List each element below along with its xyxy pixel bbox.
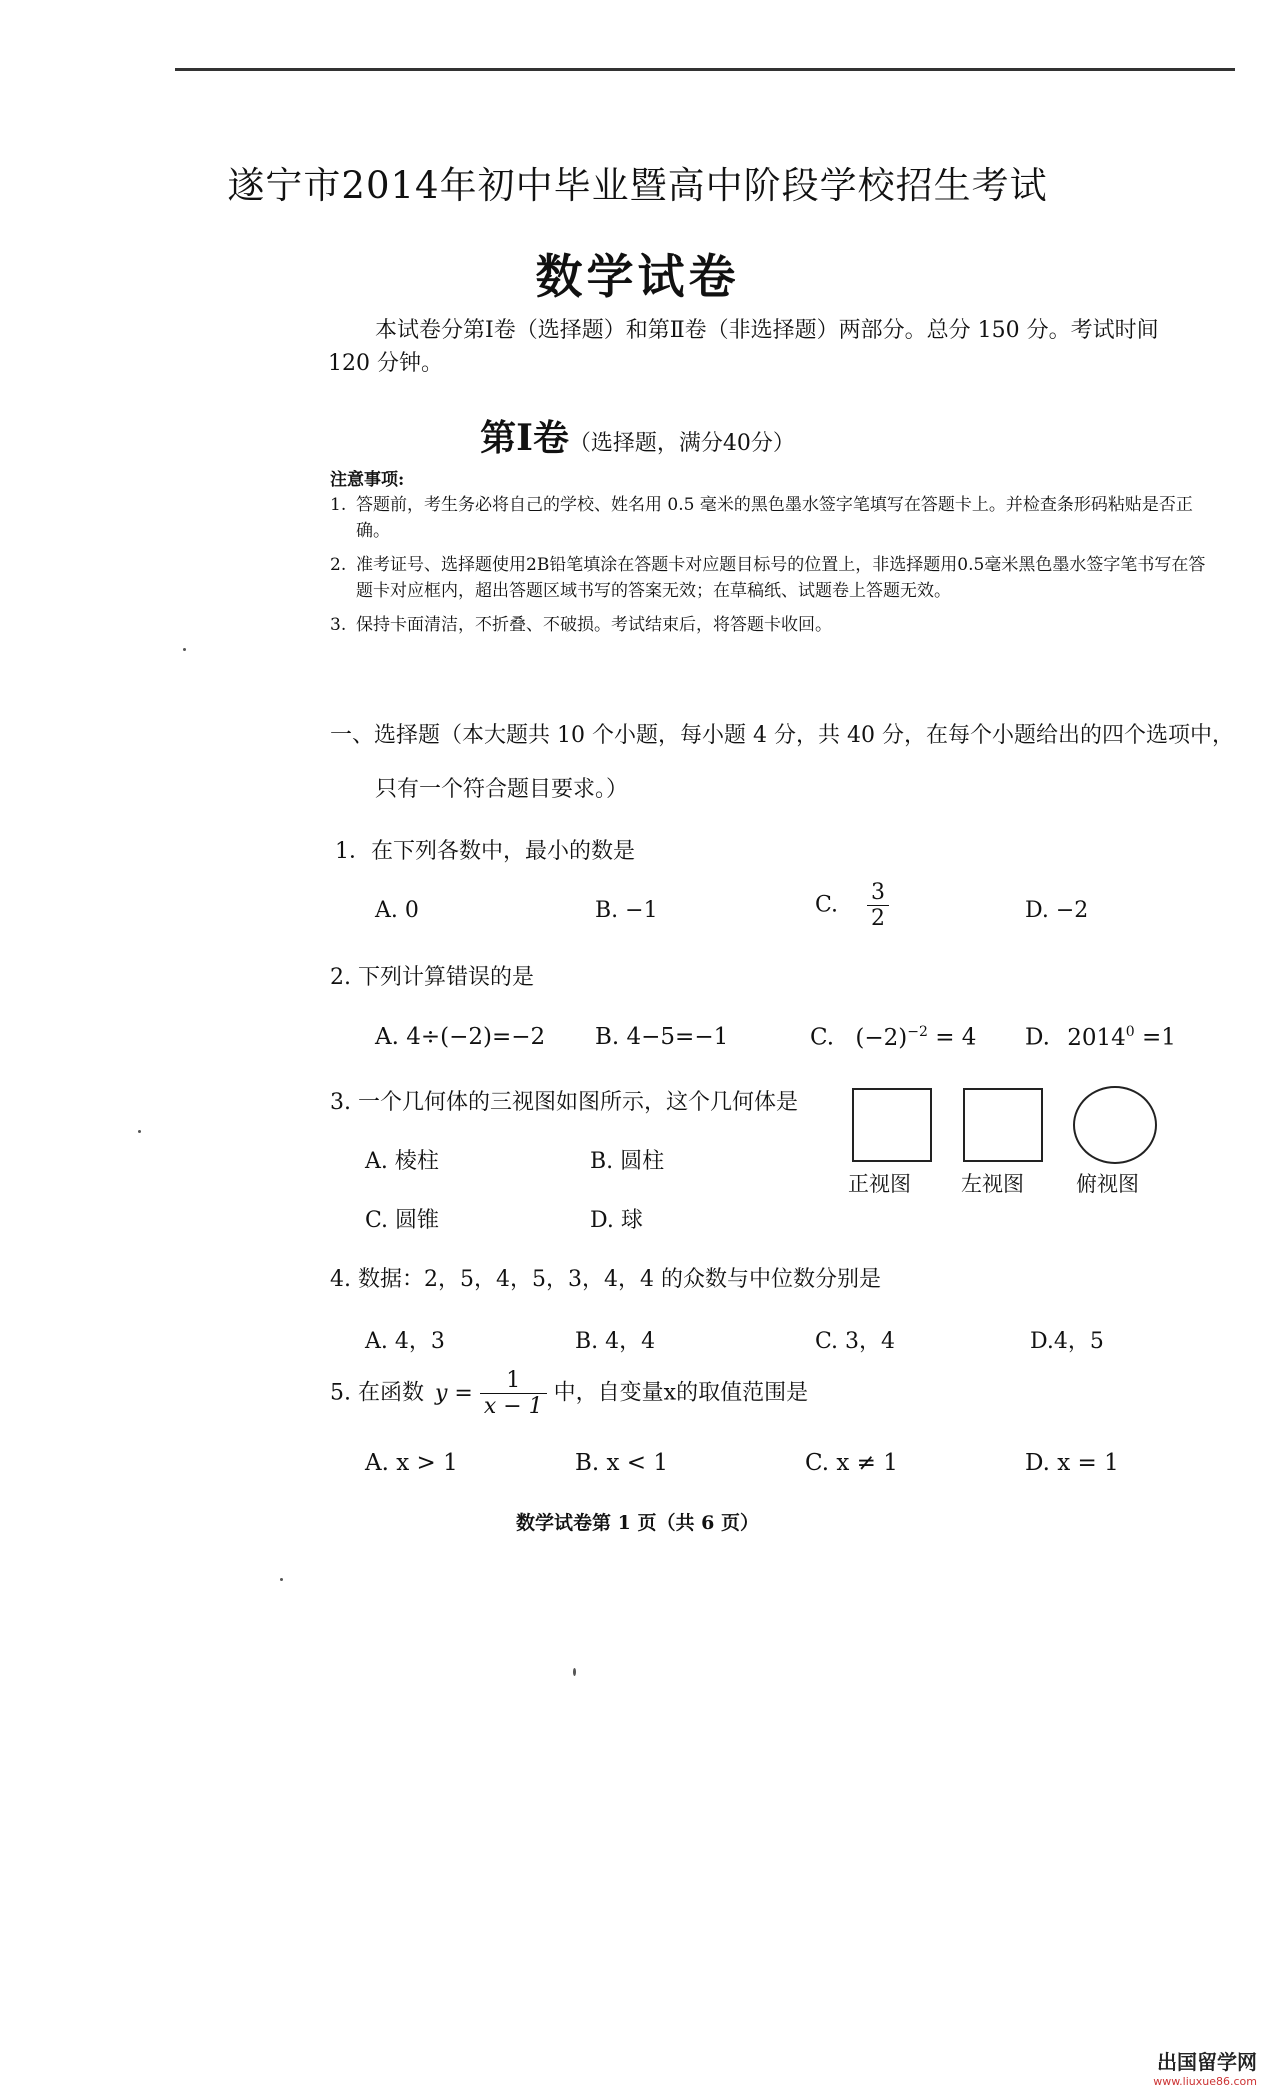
- part1-title-main: 第Ⅰ卷: [480, 417, 569, 459]
- note-number: 3.: [330, 615, 347, 635]
- front-view-label: 正视图: [848, 1172, 911, 1196]
- watermark-site-name: 出国留学网: [1157, 2050, 1257, 2074]
- q5-stem-var: y =: [434, 1380, 473, 1406]
- q5-function-fraction: [480, 1368, 547, 1419]
- q2-option-d-rest: =1: [1142, 1024, 1176, 1051]
- q1-option-c-fraction: [867, 880, 889, 931]
- exam-subtitle: 数学试卷: [535, 250, 740, 305]
- note-item: [330, 552, 1210, 604]
- q5-option-a: A. x > 1: [365, 1450, 458, 1476]
- exam-intro-line2: 120 分钟。: [328, 351, 443, 376]
- q1-option-d: D. −2: [1025, 898, 1089, 923]
- watermark-url: www.liuxue86.com: [1153, 2075, 1257, 2088]
- note-text: 保持卡面清洁，不折叠、不破损。考试结束后，将答题卡收回。: [356, 615, 832, 635]
- fraction-denominator: 2: [871, 906, 886, 931]
- note-item: [330, 612, 1210, 638]
- q5-option-c: C. x ≠ 1: [805, 1450, 898, 1476]
- q2-option-d-base: 2014: [1067, 1024, 1126, 1051]
- q1-stem: 1．在下列各数中，最小的数是: [335, 839, 635, 864]
- q5-stem-pre: 5. 在函数: [330, 1380, 424, 1406]
- q2-option-c-label: C.: [810, 1024, 835, 1051]
- q2-option-a: A. 4÷(−2)=−2: [375, 1024, 546, 1050]
- q1-option-c: [815, 880, 889, 931]
- top-view-circle: [1073, 1086, 1157, 1164]
- q5-stem: [330, 1368, 808, 1419]
- part1-title-sub: （选择题，满分40分）: [568, 431, 795, 456]
- exam-intro-line1: 本试卷分第Ⅰ卷（选择题）和第Ⅱ卷（非选择题）两部分。总分 150 分。考试时间: [375, 318, 1159, 343]
- note-number: 1.: [330, 495, 347, 515]
- left-view-label: 左视图: [961, 1172, 1024, 1196]
- q2-option-c-exponent: −2: [907, 1024, 928, 1040]
- scan-speck: [183, 648, 186, 651]
- q2-option-d: [1025, 1024, 1176, 1051]
- fraction-numerator: 1: [480, 1368, 547, 1394]
- q4-stem: 4. 数据：2，5，4，5，3，4，4 的众数与中位数分别是: [330, 1267, 881, 1292]
- q1-option-c-label: C.: [815, 892, 839, 918]
- q2-option-d-label: D.: [1025, 1024, 1050, 1051]
- q3-stem: 3. 一个几何体的三视图如图所示，这个几何体是: [330, 1090, 798, 1115]
- top-view-label: 俯视图: [1076, 1172, 1139, 1196]
- top-rule: [175, 68, 1235, 71]
- page-footer: 数学试卷第 1 页（共 6 页）: [516, 1512, 759, 1534]
- q1-option-a: A. 0: [375, 898, 419, 923]
- section1-heading-line1: 一、选择题（本大题共 10 个小题，每小题 4 分，共 40 分，在每个小题给出的四个选项中，: [330, 723, 1234, 748]
- q2-option-c-rest: = 4: [935, 1024, 977, 1051]
- q2-option-b: B. 4−5=−1: [595, 1024, 729, 1050]
- q1-option-b: B. −1: [595, 898, 658, 923]
- note-number: 2.: [330, 555, 347, 575]
- scan-speck: [280, 1578, 283, 1581]
- note-text: 答题前，考生务必将自己的学校、姓名用 0.5 毫米的黑色墨水签字笔填写在答题卡上。并检查条形码粘贴是否正确。: [356, 495, 1193, 541]
- q3-option-c: C. 圆锥: [365, 1208, 440, 1233]
- q2-option-c-base: (−2): [855, 1024, 908, 1051]
- q4-option-c: C. 3，4: [815, 1329, 896, 1354]
- q5-stem-post: 中，自变量x的取值范围是: [553, 1380, 809, 1406]
- left-view-square: [963, 1088, 1043, 1162]
- q5-option-b: B. x < 1: [575, 1450, 669, 1476]
- fraction-numerator: 3: [867, 880, 889, 906]
- q2-option-c: [810, 1024, 976, 1051]
- site-watermark: [1153, 2046, 1257, 2088]
- fraction-denominator: x − 1: [483, 1394, 543, 1419]
- q3-option-d: D. 球: [590, 1208, 643, 1233]
- scan-speck: [138, 1130, 141, 1133]
- notes-heading: 注意事项:: [330, 470, 405, 490]
- note-item: [330, 492, 1210, 544]
- q4-option-b: B. 4，4: [575, 1329, 656, 1354]
- q3-option-a: A. 棱柱: [365, 1149, 439, 1174]
- exam-title: 遂宁市2014年初中毕业暨高中阶段学校招生考试: [227, 164, 1048, 207]
- part1-title: [0, 410, 1275, 461]
- front-view-square: [852, 1088, 932, 1162]
- scan-speck: [573, 1668, 576, 1676]
- q5-option-d: D. x = 1: [1025, 1450, 1119, 1476]
- q2-stem: 2. 下列计算错误的是: [330, 965, 534, 990]
- q4-option-d: D.4，5: [1030, 1329, 1104, 1354]
- q4-option-a: A. 4，3: [365, 1329, 445, 1354]
- q2-option-d-exponent: 0: [1125, 1024, 1135, 1040]
- note-text: 准考证号、选择题使用2B铅笔填涂在答题卡对应题目标号的位置上，非选择题用0.5毫米黑色墨水签字笔书写在答题卡对应框内，超出答题区域书写的答案无效；在草稿纸、试题卷上答题无效。: [356, 555, 1206, 601]
- section1-heading-line2: 只有一个符合题目要求。）: [375, 777, 629, 802]
- q3-option-b: B. 圆柱: [590, 1149, 665, 1174]
